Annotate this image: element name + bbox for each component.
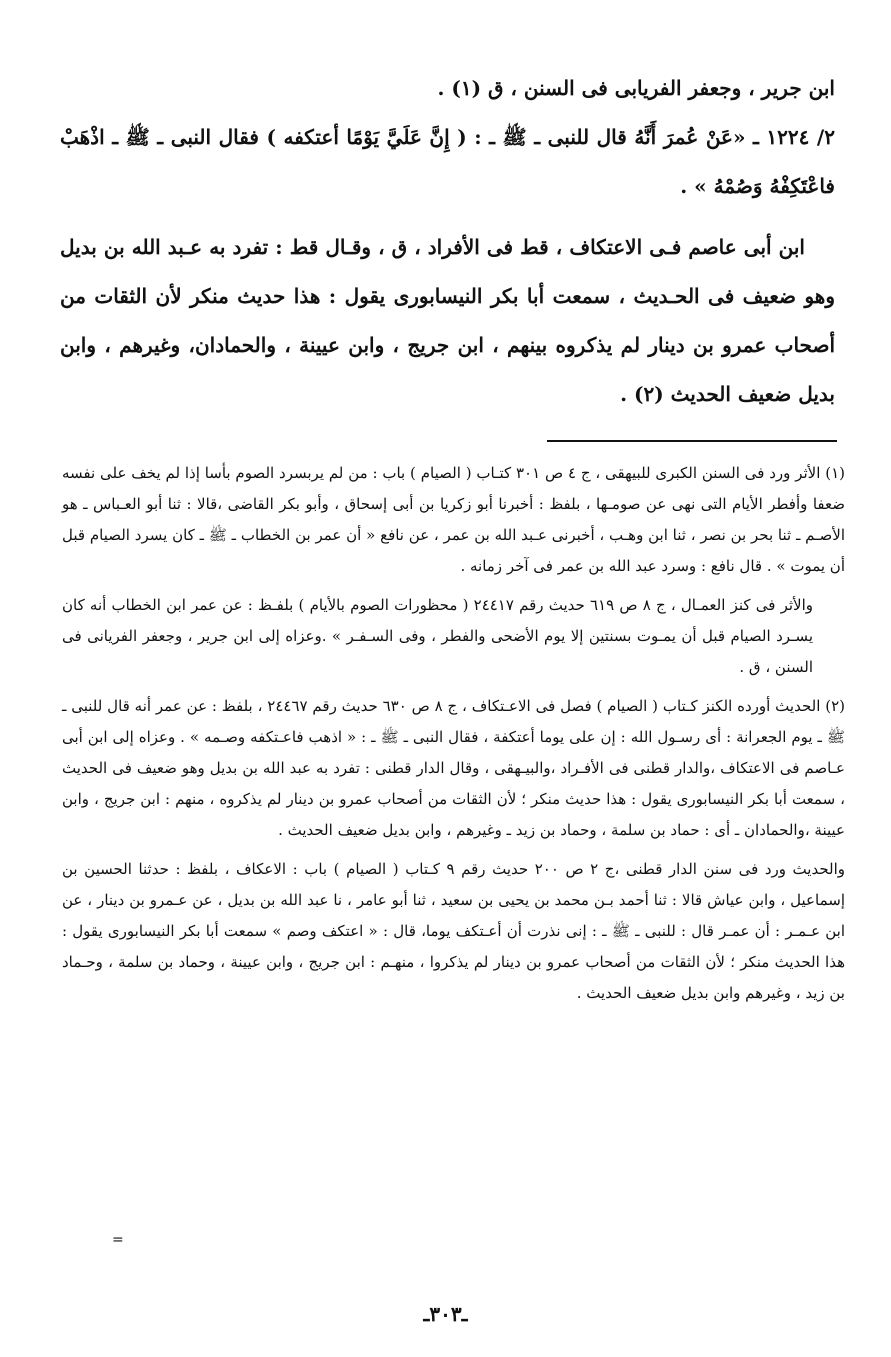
footnotes <box>62 458 845 1009</box>
footnote-2-part-a: (٢) الحديث أورده الكنز كـتاب ( الصيام ) فصل فى الاعـتكاف ، ج ٨ ص ٦٣٠ حديث رقم ٢٤٤٦٧ ، بلفظ : عن عمر أنه قال للنبى ـ ﷺ ـ يوم الجعرانة : أى رسـول الله : إن على يوما أعتكفة ، فقال النبى ـ ﷺ ـ : « اذهب فاعـتكفه وصـمه » . وعزاه إلى ابن أبى عـاصم فى الاعتكاف ،والدار قطنى فى الأفـراد ،والبيـهقى ، وقال الدار قطنى : تفرد به عبد الله بن بديل وهو ضعيف فى الحديث ، سمعت أبا بكر النيسابورى يقول : هذا حديث منكر ؛ لأن الثقات من أصحاب عمرو بن دينار لم يذكروه ، منهم : ابن جريج ، وابن عيينة ،والحمادان ـ أى : حماد بن سلمة ، وحماد بن زيد ـ وغيرهم ، وابن بديل ضعيف الحديث . <box>62 697 845 839</box>
hadith-entry: ٢/ ١٢٢٤ ـ «عَنْ عُمرَ أَنَّهُ قال للنبى ـ ﷺ ـ : ( إِنَّ عَلَيَّ يَوْمًا أعتكفه ) فقال النبى ـ ﷺ ـ اذْهَبْ فاعْتَكِفْهُ وَصُمْهُ » . <box>60 125 835 198</box>
footnote-2-part-b: والحديث ورد فى سنن الدار قطنى ،ج ٢ ص ٢٠٠ حديث رقم ٩ كـتاب ( الصيام ) باب : الاعكاف ، بلفظ : حدثنا الحسين بن إسماعيل ، وابن عياش قالا : ثنا أحمد بـن محمد بن يحيى بن سعيد ، ثنا أبو عامر ، نا عبد الله بن بديل ، عن عـمرو بن دينار ، عن ابن عـمـر : أن عمـر قال : للنبى ـ ﷺ ـ : إنى نذرت أن أعـتكف يوما، قال : « اعتكف وصم » سمعت أبا بكر النيسابورى يقول : هذا الحديث منكر ؛ لأن الثقات من أصحاب عمرو بن دينار لم يذكروا ، منهـم : ابن جريج ، وابن عيينة ، وحماد بن سلمة ، وحـماد بن زيد ، وغيرهم وابن بديل ضعيف الحديث . <box>62 860 845 1002</box>
margin-mark: = <box>112 1232 124 1248</box>
page-number: ـ٣٠٣ـ <box>423 1302 468 1326</box>
hadith-commentary: ابن أبى عاصم فـى الاعتكاف ، قط فى الأفراد ، ق ، وقـال قط : تفرد به عـبد الله بن بديل وهو ضعيف فى الحـديث ، سمعت أبا بكر النيسابورى يقول : هذا حديث منكر لأن الثقات من أصحاب عمرو بن دينار لم يذكروه بينهم ، ابن جريج ، وابن عيينة ، والحمادان، وغيرهم ، وابن بديل ضعيف الحديث (٢) . <box>60 235 835 406</box>
footnote-separator <box>547 440 837 442</box>
footnote-1-part-a: (١) الأثر ورد فى السنن الكبرى للبيهقى ، ج ٤ ص ٣٠١ كتـاب ( الصيام ) باب : من لم يربسرد الصوم بأسا إذا لم يخف على نفسه ضعفا وأفطر الأيام التى نهى عن صومـها ، بلفظ : أخبرنا أبو زكريا بن أبى إسحاق ، وأبو بكر القاضى ،قالا : ثنا أبو العـباس ـ هو الأصـم ـ ثنا بحر بن نصر ، ثنا ابن وهـب ، أخبرنى عـبد الله بن عمر ، عن نافع « أن عمر بن الخطاب ـ ﷺ ـ كان يسرد الصيام قبل أن يموت » . قال نافع : وسرد عبد الله بن عمر فى آخر زمانه . <box>62 464 845 575</box>
main-line-1: ابن جرير ، وجعفر الفريابى فى السنن ، ق (١) . <box>437 76 835 100</box>
main-text <box>60 64 835 419</box>
footnote-1-part-b: والأثر فى كنز العمـال ، ج ٨ ص ٦١٩ حديث رقم ٢٤٤١٧ ( محظورات الصوم بالأيام ) بلفـظ : عن عمر ابن الخطاب أنه كان يسـرد الصيام قبل أن يمـوت بسنتين إلا يوم الأضحى والفطر ، وفى السـفـر » .وعزاه إلى ابن جرير ، وجعفر الفريانى فى السنن ، ق . <box>62 596 813 676</box>
